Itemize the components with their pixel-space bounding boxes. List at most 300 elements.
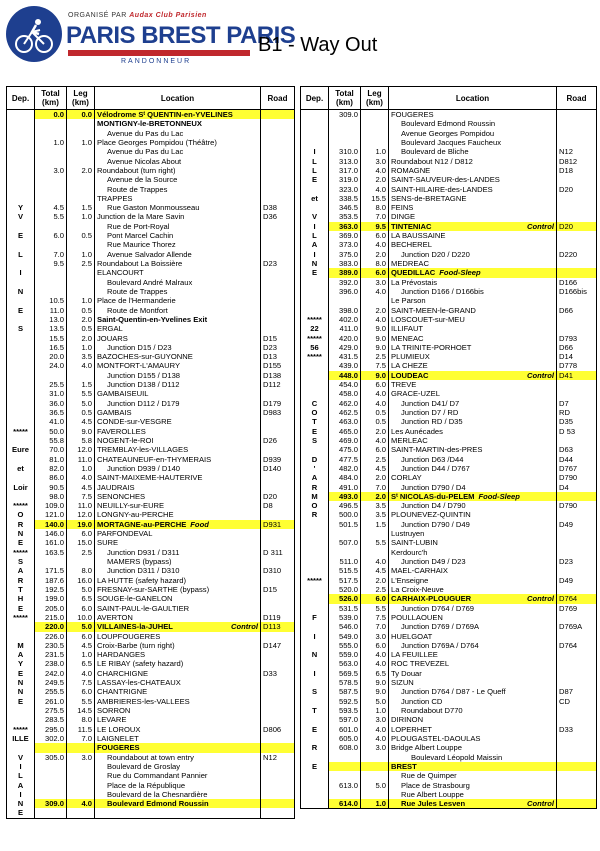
road-cell: D41 bbox=[557, 371, 597, 380]
total-km-cell: 431.5 bbox=[329, 352, 361, 361]
total-km-cell bbox=[35, 762, 67, 771]
total-km-cell: 309.0 bbox=[329, 110, 361, 120]
total-km-cell: 555.0 bbox=[329, 641, 361, 650]
total-km-cell bbox=[35, 194, 67, 203]
dep-cell bbox=[7, 278, 35, 287]
location-cell bbox=[389, 548, 557, 557]
location-cell bbox=[95, 389, 261, 398]
location-cell bbox=[95, 417, 261, 426]
road-cell: D20 bbox=[557, 222, 597, 231]
leg-km-cell: 4.0 bbox=[67, 473, 95, 482]
road-cell: D793 bbox=[557, 334, 597, 343]
location-name: VILLAINES-la-JUHEL bbox=[97, 622, 173, 632]
dep-cell: S bbox=[301, 436, 329, 445]
location-name: Bridge Albert Louppe bbox=[391, 743, 462, 753]
table-row bbox=[301, 110, 597, 120]
table-row bbox=[7, 222, 295, 231]
location-cell bbox=[389, 231, 557, 240]
leg-km-cell: 9.0 bbox=[361, 343, 389, 352]
leg-km-cell bbox=[361, 529, 389, 538]
leg-km-cell: 2.5 bbox=[361, 585, 389, 594]
table-row bbox=[301, 473, 597, 482]
leg-km-cell: 2.0 bbox=[67, 315, 95, 324]
leg-km-cell: 11.0 bbox=[67, 501, 95, 510]
table-row bbox=[301, 566, 597, 575]
location-name: Junction D112 / D179 bbox=[107, 398, 180, 408]
table-row bbox=[7, 762, 295, 771]
road-cell: D931 bbox=[261, 520, 295, 529]
road-cell: D49 bbox=[557, 520, 597, 529]
control-note: Control bbox=[231, 622, 258, 632]
leg-km-cell: 6.0 bbox=[67, 529, 95, 538]
location-cell bbox=[95, 529, 261, 538]
location-name: Route de Montfort bbox=[107, 305, 168, 315]
location-name: Le Parson bbox=[391, 296, 426, 306]
leg-km-cell: 3.0 bbox=[361, 632, 389, 641]
road-cell bbox=[261, 808, 295, 818]
road-cell bbox=[261, 790, 295, 799]
table-row bbox=[7, 110, 295, 120]
location-cell bbox=[95, 538, 261, 547]
location-cell bbox=[389, 576, 557, 585]
table-row bbox=[7, 594, 295, 603]
table-row bbox=[7, 641, 295, 650]
location-name: FAVEROLLES bbox=[97, 426, 146, 436]
dep-cell: E bbox=[301, 725, 329, 734]
total-km-cell bbox=[35, 278, 67, 287]
leg-km-cell: 4.5 bbox=[67, 417, 95, 426]
location-cell bbox=[389, 306, 557, 315]
road-cell bbox=[557, 212, 597, 221]
total-km-cell: 475.0 bbox=[329, 445, 361, 454]
food-note: Food-Sleep bbox=[439, 268, 481, 278]
total-km-cell: 429.0 bbox=[329, 343, 361, 352]
road-cell bbox=[261, 687, 295, 696]
total-km-cell bbox=[35, 781, 67, 790]
location-name: SOUGE-le-GANELON bbox=[97, 594, 173, 604]
dep-cell bbox=[301, 445, 329, 454]
location-cell bbox=[95, 566, 261, 575]
location-cell bbox=[95, 427, 261, 436]
dep-cell: E bbox=[7, 604, 35, 613]
total-km-cell bbox=[35, 771, 67, 780]
road-cell bbox=[557, 389, 597, 398]
location-name: NEUILLY-sur-EURE bbox=[97, 501, 165, 511]
table-row bbox=[301, 352, 597, 361]
location-cell bbox=[389, 585, 557, 594]
dep-cell bbox=[301, 697, 329, 706]
location-cell bbox=[95, 464, 261, 473]
table-row bbox=[301, 138, 597, 147]
table-row bbox=[301, 445, 597, 454]
dep-cell: E bbox=[7, 808, 35, 818]
leg-km-cell: 4.0 bbox=[361, 240, 389, 249]
location-cell bbox=[95, 734, 261, 743]
location-cell bbox=[389, 436, 557, 445]
table-row bbox=[7, 566, 295, 575]
table-row bbox=[7, 743, 295, 752]
leg-km-cell: 4.0 bbox=[67, 799, 95, 808]
location-cell bbox=[389, 659, 557, 668]
location-name: Avenue du Pas du Lac bbox=[107, 128, 184, 138]
leg-km-cell: 8.0 bbox=[67, 715, 95, 724]
col-total: Total (km) bbox=[329, 87, 361, 110]
leg-km-cell: 11.5 bbox=[67, 725, 95, 734]
road-cell bbox=[557, 585, 597, 594]
leg-km-cell: 8.0 bbox=[361, 203, 389, 212]
location-name: Boulevard de Bliche bbox=[401, 147, 469, 157]
leg-km-cell: 9.0 bbox=[361, 334, 389, 343]
col-dep: Dep. bbox=[301, 87, 329, 110]
location-name: LEVARE bbox=[97, 715, 127, 725]
total-km-cell: 597.0 bbox=[329, 715, 361, 724]
leg-km-cell: 9.0 bbox=[361, 371, 389, 380]
dep-cell: A bbox=[301, 240, 329, 249]
dep-cell: ***** bbox=[301, 352, 329, 361]
location-cell bbox=[389, 278, 557, 287]
table-row bbox=[7, 492, 295, 501]
road-cell bbox=[261, 473, 295, 482]
dep-cell: V bbox=[301, 212, 329, 221]
road-cell: D7 bbox=[557, 399, 597, 408]
road-cell bbox=[261, 287, 295, 296]
table-row bbox=[301, 259, 597, 268]
leg-km-cell bbox=[361, 296, 389, 305]
location-name: SORRON bbox=[97, 706, 131, 715]
location-name: Route de Trappes bbox=[107, 184, 168, 194]
road-cell bbox=[557, 259, 597, 268]
total-km-cell: 302.0 bbox=[35, 734, 67, 743]
road-cell bbox=[557, 175, 597, 184]
table-row bbox=[7, 408, 295, 417]
table-row bbox=[301, 501, 597, 510]
total-km-cell bbox=[329, 119, 361, 128]
leg-km-cell: 6.0 bbox=[67, 604, 95, 613]
location-name: Lustruyen bbox=[391, 529, 425, 539]
table-row bbox=[7, 334, 295, 343]
total-km-cell: 310.0 bbox=[329, 147, 361, 156]
total-km-cell bbox=[329, 771, 361, 780]
location-cell bbox=[95, 315, 261, 324]
table-row bbox=[7, 436, 295, 445]
dep-cell: ***** bbox=[7, 427, 35, 436]
location-cell bbox=[95, 334, 261, 343]
dep-cell: E bbox=[7, 697, 35, 706]
dep-cell: V bbox=[7, 212, 35, 221]
road-cell: D36 bbox=[261, 212, 295, 221]
table-row bbox=[301, 632, 597, 641]
location-cell bbox=[389, 417, 557, 426]
road-cell: D15 bbox=[261, 334, 295, 343]
total-km-cell: 3.0 bbox=[35, 166, 67, 175]
road-cell: D63 bbox=[557, 445, 597, 454]
leg-km-cell: 5.0 bbox=[361, 697, 389, 706]
location-cell bbox=[95, 222, 261, 231]
table-row bbox=[7, 483, 295, 492]
total-km-cell bbox=[35, 371, 67, 380]
road-cell bbox=[261, 389, 295, 398]
dep-cell: ***** bbox=[7, 548, 35, 557]
table-row bbox=[7, 250, 295, 259]
location-cell bbox=[389, 240, 557, 249]
leg-km-cell: 2.0 bbox=[361, 250, 389, 259]
dep-cell: T bbox=[7, 585, 35, 594]
location-name: SENONCHES bbox=[97, 491, 146, 501]
dep-cell bbox=[301, 566, 329, 575]
road-cell bbox=[261, 147, 295, 156]
leg-km-cell: 12.0 bbox=[67, 445, 95, 454]
location-name: Junction D764 / D87 - Le Queff bbox=[401, 687, 506, 697]
dep-cell bbox=[7, 715, 35, 724]
total-km-cell: 593.5 bbox=[329, 706, 361, 715]
control-note: Control bbox=[527, 594, 554, 604]
table-row bbox=[301, 315, 597, 324]
dep-cell bbox=[7, 743, 35, 752]
table-row bbox=[7, 185, 295, 194]
leg-km-cell bbox=[67, 129, 95, 138]
road-cell bbox=[261, 557, 295, 566]
location-name: Place de l'Hermanderie bbox=[97, 296, 176, 306]
road-cell bbox=[261, 268, 295, 277]
location-name: PLUMIEUX bbox=[391, 352, 430, 362]
dep-cell: D bbox=[301, 455, 329, 464]
location-cell bbox=[95, 678, 261, 687]
road-cell bbox=[557, 753, 597, 762]
leg-km-cell: 0.5 bbox=[67, 306, 95, 315]
road-cell bbox=[557, 436, 597, 445]
road-cell: D140 bbox=[261, 464, 295, 473]
location-cell bbox=[95, 687, 261, 696]
leg-km-cell: 7.0 bbox=[67, 734, 95, 743]
leg-km-cell bbox=[67, 222, 95, 231]
total-km-cell: 515.5 bbox=[329, 566, 361, 575]
leg-km-cell: 19.0 bbox=[67, 520, 95, 529]
road-cell: D 311 bbox=[261, 548, 295, 557]
location-cell bbox=[95, 361, 261, 370]
total-km-cell: 121.0 bbox=[35, 510, 67, 519]
location-name: MAEL-CARHAIX bbox=[391, 566, 448, 576]
leg-km-cell bbox=[67, 762, 95, 771]
road-cell: D812 bbox=[557, 157, 597, 166]
dep-cell bbox=[301, 715, 329, 724]
total-km-cell bbox=[35, 185, 67, 194]
location-cell bbox=[389, 529, 557, 538]
table-row bbox=[301, 185, 597, 194]
table-row bbox=[7, 669, 295, 678]
road-cell: D310 bbox=[261, 566, 295, 575]
location-name: CHATEAUNEUF-en-THYMERAIS bbox=[97, 454, 212, 464]
leg-km-cell bbox=[361, 771, 389, 780]
location-cell bbox=[389, 492, 557, 501]
leg-km-cell: 3.0 bbox=[361, 743, 389, 752]
location-name: LOPERHET bbox=[391, 724, 432, 734]
total-km-cell: 353.5 bbox=[329, 212, 361, 221]
total-km-cell bbox=[35, 743, 67, 752]
dep-cell: L bbox=[7, 250, 35, 259]
leg-km-cell bbox=[67, 557, 95, 566]
table-row bbox=[7, 734, 295, 743]
location-name: MORTAGNE-au-PERCHE bbox=[97, 519, 187, 529]
leg-km-cell bbox=[67, 743, 95, 752]
table-row bbox=[301, 669, 597, 678]
total-km-cell: 546.0 bbox=[329, 622, 361, 631]
dep-cell: S bbox=[7, 557, 35, 566]
location-cell bbox=[95, 185, 261, 194]
location-cell bbox=[389, 687, 557, 696]
dep-cell: I bbox=[301, 222, 329, 231]
location-name: Junction D769 / D769A bbox=[401, 622, 480, 632]
leg-km-cell: 6.0 bbox=[361, 380, 389, 389]
total-km-cell: 373.0 bbox=[329, 240, 361, 249]
road-cell bbox=[557, 715, 597, 724]
dep-cell bbox=[301, 678, 329, 687]
location-cell bbox=[389, 669, 557, 678]
table-row bbox=[7, 687, 295, 696]
road-cell bbox=[557, 650, 597, 659]
total-km-cell: 601.0 bbox=[329, 725, 361, 734]
table-row bbox=[301, 427, 597, 436]
leg-km-cell: 9.5 bbox=[361, 222, 389, 231]
table-row bbox=[301, 548, 597, 557]
table-row bbox=[7, 212, 295, 221]
dep-cell bbox=[301, 585, 329, 594]
road-cell: D983 bbox=[261, 408, 295, 417]
location-cell bbox=[95, 585, 261, 594]
table-row bbox=[7, 240, 295, 249]
leg-km-cell: 2.0 bbox=[361, 473, 389, 482]
table-row bbox=[301, 147, 597, 156]
road-cell: D179 bbox=[261, 399, 295, 408]
location-cell bbox=[95, 706, 261, 715]
total-km-cell: 238.0 bbox=[35, 659, 67, 668]
location-name: Junction D790 / D49 bbox=[401, 519, 470, 529]
leg-km-cell: 8.0 bbox=[361, 259, 389, 268]
road-cell bbox=[557, 771, 597, 780]
leg-km-cell: 1.0 bbox=[67, 250, 95, 259]
dep-cell bbox=[7, 361, 35, 370]
total-km-cell: 549.0 bbox=[329, 632, 361, 641]
road-cell: D66 bbox=[557, 343, 597, 352]
leg-km-cell: 1.0 bbox=[67, 296, 95, 305]
leg-km-cell bbox=[67, 119, 95, 128]
table-row bbox=[301, 296, 597, 305]
table-row bbox=[301, 725, 597, 734]
location-name: Vélodrome Sᵗ QUENTIN-en-YVELINES bbox=[97, 110, 233, 119]
road-cell bbox=[261, 781, 295, 790]
total-km-cell bbox=[35, 157, 67, 166]
location-name: LE RIBAY (safety hazard) bbox=[97, 659, 184, 669]
total-km-cell bbox=[35, 240, 67, 249]
leg-km-cell: 5.0 bbox=[67, 399, 95, 408]
table-row bbox=[7, 203, 295, 212]
table-row bbox=[301, 529, 597, 538]
location-cell bbox=[95, 436, 261, 445]
location-cell bbox=[389, 734, 557, 743]
food-note: Food-Sleep bbox=[478, 491, 520, 501]
road-cell bbox=[557, 538, 597, 547]
route-table-left bbox=[6, 86, 295, 819]
dep-cell: C bbox=[301, 399, 329, 408]
dep-cell bbox=[301, 306, 329, 315]
location-name: SAINT-LUBIN bbox=[391, 538, 438, 548]
location-cell bbox=[95, 296, 261, 305]
location-cell bbox=[389, 399, 557, 408]
food-note: Food bbox=[190, 519, 209, 529]
table-row bbox=[7, 548, 295, 557]
leg-km-cell: 2.0 bbox=[361, 492, 389, 501]
location-name: HUELGOAT bbox=[391, 631, 433, 641]
total-km-cell: 50.0 bbox=[35, 427, 67, 436]
dep-cell bbox=[7, 343, 35, 352]
dep-cell: V bbox=[7, 753, 35, 762]
road-cell bbox=[261, 129, 295, 138]
leg-km-cell: 3.0 bbox=[361, 157, 389, 166]
location-name: LOSCOUET-sur-MEU bbox=[391, 314, 465, 324]
leg-km-cell: 4.0 bbox=[67, 669, 95, 678]
leg-km-cell: 2.0 bbox=[361, 175, 389, 184]
location-name: Kerdourc'h bbox=[391, 547, 428, 557]
road-cell: D44 bbox=[557, 455, 597, 464]
location-cell bbox=[95, 287, 261, 296]
road-cell bbox=[557, 790, 597, 799]
location-name: SAINT-HILAIRE-des-LANDES bbox=[391, 184, 493, 194]
total-km-cell: 496.5 bbox=[329, 501, 361, 510]
table-row bbox=[7, 576, 295, 585]
location-name: Rue Jules Lesven bbox=[401, 799, 466, 809]
dep-cell: ' bbox=[301, 464, 329, 473]
leg-km-cell: 9.0 bbox=[361, 678, 389, 687]
leg-km-cell: 2.0 bbox=[67, 166, 95, 175]
road-cell: D23 bbox=[261, 259, 295, 268]
control-note: Control bbox=[527, 221, 554, 231]
leg-km-cell: 7.5 bbox=[361, 361, 389, 370]
location-name: MEDREAC bbox=[391, 259, 429, 268]
table-row bbox=[301, 278, 597, 287]
leg-km-cell bbox=[361, 110, 389, 120]
location-cell bbox=[95, 175, 261, 184]
leg-km-cell: 4.0 bbox=[361, 399, 389, 408]
leg-km-cell: 7.5 bbox=[67, 492, 95, 501]
location-cell bbox=[95, 343, 261, 352]
location-name: CHANTRIGNE bbox=[97, 687, 148, 697]
road-cell bbox=[557, 492, 597, 501]
total-km-cell: 484.0 bbox=[329, 473, 361, 482]
total-km-cell: 36.5 bbox=[35, 408, 67, 417]
dep-cell bbox=[7, 455, 35, 464]
location-name: Junction D790 / D4 bbox=[401, 482, 466, 492]
road-cell bbox=[261, 157, 295, 166]
leg-km-cell: 7.5 bbox=[361, 613, 389, 622]
location-cell bbox=[389, 222, 557, 231]
location-cell bbox=[389, 762, 557, 771]
dep-cell bbox=[7, 147, 35, 156]
table-row bbox=[301, 250, 597, 259]
road-cell bbox=[557, 268, 597, 277]
dep-cell bbox=[301, 389, 329, 398]
dep-cell bbox=[7, 399, 35, 408]
leg-km-cell bbox=[67, 157, 95, 166]
dep-cell bbox=[301, 520, 329, 529]
dep-cell bbox=[301, 604, 329, 613]
dep-cell bbox=[7, 222, 35, 231]
location-cell bbox=[95, 520, 261, 529]
road-cell bbox=[557, 203, 597, 212]
dep-cell bbox=[301, 138, 329, 147]
location-name: GAMBAISEUIL bbox=[97, 389, 149, 399]
table-header-row bbox=[301, 87, 597, 110]
total-km-cell: 215.0 bbox=[35, 613, 67, 622]
total-km-cell: 20.0 bbox=[35, 352, 67, 361]
